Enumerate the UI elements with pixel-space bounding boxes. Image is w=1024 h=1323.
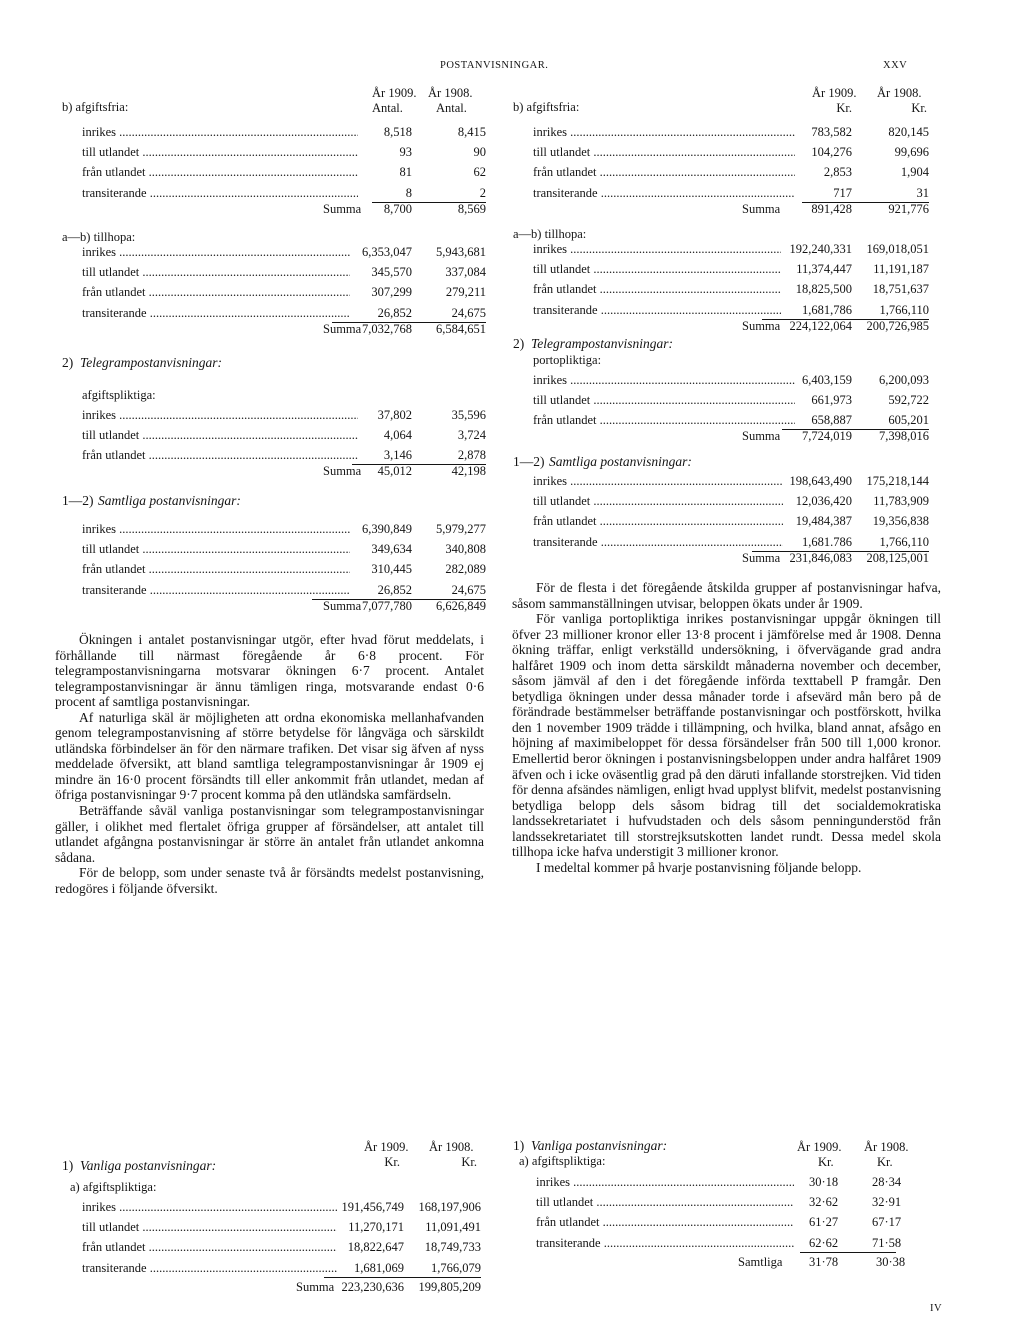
section-number: 2) — [513, 336, 525, 351]
value-1908: 1,766,110 — [879, 534, 929, 549]
sum-label: Summa — [323, 599, 362, 613]
paragraph: För vanliga portopliktiga inrikes postanvisningar uppgår ökningen till öfver 23 millioner kronor eller 13·8 procent i jämförelse med år 1908. Denna ökning träffar, enligt verkställd undersökning, i öfvervägande grad andra halfåret 1909 och inom detta särskildt månaderna november och december, såsom jämväl af den i det föregående införda texttabell P framgår. Den betydliga ökningen under dessa månader torde i afsevärd mån bero på de förändrade bestämmelser beträffande postanvisningar och postförskott, hvilka den 1 november 1909 trädde i tillämpning, och hvilka, bland annat, afsågo en höjning af maximibeloppet för dessa försändelser från 500 till 1,000 kronor. Emellertid beror ökningen i postanvisningsbeloppen under andra halfåret 1909 äfven och i icke oväsentlig grad på den däruti infallande storstrejken. Vid tiden för denna afsändes nämligen, enligt hvad upplyst blifvit, medelst postanvisning betydliga belopp dels såsom bidrag till det socialdemokratiska landssekretariatet i hufvudstaden och dels såsom penningunderstöd från landssekretariatet till storstrejksutskotten landet rundt. Dessa medel skola tillhopa icke hafva understigit 3 millioner kronor. — [512, 611, 941, 860]
column-header-year-1908: År 1908. — [864, 1140, 909, 1154]
sum-1908: 921,776 — [888, 202, 929, 216]
value-1908: 31 — [916, 185, 929, 200]
sum-1909: 223,230,636 — [341, 1280, 404, 1294]
value-1908: 28·34 — [872, 1175, 902, 1189]
column-unit-1908: Antal. — [436, 101, 467, 115]
row-label: inrikes ..... — [533, 374, 795, 387]
value-1908: 8,415 — [457, 125, 486, 139]
value-1909: 26,852 — [377, 305, 412, 320]
section-number: 1) — [513, 1138, 525, 1153]
value-1908: 35,596 — [451, 408, 486, 422]
row-label: inrikes ..... — [82, 246, 350, 259]
row-label: från utlandet ..... — [533, 166, 795, 179]
value-1908: 3,724 — [457, 428, 486, 443]
column-header-year-1908: År 1908. — [877, 86, 922, 100]
sum-1909: 891,428 — [811, 202, 852, 216]
sum-label: Summa — [742, 551, 781, 565]
value-1908: 11,783,909 — [873, 494, 929, 509]
subsection-heading: a) afgiftspliktiga: — [70, 1180, 157, 1194]
value-1909: 3,146 — [383, 448, 412, 463]
section-heading: Vanliga postanvisningar: — [531, 1138, 668, 1153]
row-label: till utlandet ..... — [533, 394, 795, 407]
section-number: 1—2) — [62, 493, 94, 508]
value-1909: 11,374,447 — [796, 262, 852, 277]
section-heading: a—b) tillhopa: — [513, 227, 587, 241]
value-1909: 310,445 — [371, 562, 412, 577]
value-1908: 175,218,144 — [866, 474, 929, 488]
right-body-text — [512, 580, 941, 875]
row-label: från utlandet ..... — [82, 286, 350, 299]
row-label: från utlandet ..... — [82, 563, 350, 576]
value-1908: 18,751,637 — [872, 282, 929, 297]
sum-label: Summa — [296, 1280, 335, 1294]
row-label: till utlandet ..... — [82, 266, 350, 279]
sum-1908: 6,584,651 — [436, 322, 486, 336]
column-unit-1909: Kr. — [836, 101, 852, 115]
row-label: till utlandet ..... — [533, 495, 783, 508]
value-1909: 4,064 — [383, 428, 412, 443]
value-1908: 11,191,187 — [873, 262, 929, 277]
column-header-year-1908: År 1908. — [428, 86, 473, 100]
sum-label: Summa — [742, 202, 781, 216]
value-1909: 18,825,500 — [795, 282, 852, 297]
value-1908: 62 — [473, 165, 486, 180]
row-label: transiterande ..... — [533, 536, 783, 549]
section-heading: Samtliga postanvisningar: — [98, 493, 241, 508]
section-heading: Samtliga postanvisningar: — [549, 454, 692, 469]
row-label: transiterande ..... — [82, 584, 350, 597]
value-1908: 18,749,733 — [424, 1240, 481, 1255]
value-1909: 6,353,047 — [362, 245, 412, 259]
row-label: transiterande ..... — [82, 307, 350, 320]
section-heading: Vanliga postanvisningar: — [80, 1158, 217, 1173]
sum-label: Summa — [323, 322, 362, 336]
row-label: till utlandet ..... — [82, 146, 358, 159]
row-label: från utlandet ..... — [82, 166, 358, 179]
value-1909: 658,887 — [811, 413, 852, 428]
sum-rule — [800, 1252, 896, 1253]
value-1908: 67·17 — [872, 1215, 902, 1230]
value-1909: 1,681,069 — [354, 1260, 404, 1275]
sum-1908: 6,626,849 — [436, 599, 486, 613]
row-label: inrikes ..... — [533, 475, 783, 488]
row-label: från utlandet ..... — [533, 414, 795, 427]
sum-1909: 45,012 — [377, 464, 412, 478]
row-label: till utlandet ..... — [82, 1221, 337, 1234]
row-label: till utlandet ..... — [82, 543, 350, 556]
sum-1909: 31·78 — [809, 1255, 839, 1269]
column-unit-1908: Kr. — [461, 1155, 477, 1169]
row-label: till utlandet ..... — [533, 146, 795, 159]
value-1909: 307,299 — [371, 285, 412, 300]
row-label: inrikes ..... — [82, 409, 358, 422]
column-unit-1908: Kr. — [877, 1155, 893, 1169]
row-label: från utlandet ..... — [533, 283, 781, 296]
value-1908: 169,018,051 — [866, 242, 929, 256]
subsection-heading: afgiftspliktiga: — [82, 388, 156, 402]
value-1909: 62·62 — [809, 1235, 839, 1250]
value-1909: 2,853 — [823, 165, 852, 180]
value-1909: 61·27 — [809, 1215, 839, 1230]
value-1908: 168,197,906 — [418, 1200, 481, 1214]
page-number: XXV — [883, 60, 908, 71]
value-1909: 6,403,159 — [802, 373, 852, 387]
value-1908: 2 — [479, 185, 486, 200]
column-unit-1908: Kr. — [911, 101, 927, 115]
row-label: transiterande ..... — [533, 304, 781, 317]
value-1908: 24,675 — [451, 305, 486, 320]
value-1908: 592,722 — [888, 393, 929, 408]
sum-label: Summa — [742, 429, 781, 443]
row-label: från utlandet ..... — [533, 515, 783, 528]
section-number: 1) — [62, 1158, 74, 1173]
value-1908: 5,943,681 — [436, 245, 486, 259]
value-1908: 820,145 — [888, 125, 929, 139]
value-1909: 1,681.786 — [802, 534, 852, 549]
footer-signature: IV — [930, 1303, 943, 1314]
sum-1908: 8,569 — [457, 202, 486, 216]
column-header-year-1909: År 1909. — [364, 1140, 409, 1154]
value-1909: 8,518 — [383, 125, 412, 139]
value-1909: 26,852 — [377, 582, 412, 597]
sum-1909: 8,700 — [383, 202, 412, 216]
section-number: 2) — [62, 355, 74, 370]
paragraph: För de flesta i det föregående åtskilda grupper af postanvisningar hafva, såsom sammanställningen utvisar, beloppen ökats under år 1909. — [512, 580, 941, 611]
column-header-year-1909: År 1909. — [812, 86, 857, 100]
paragraph: Af naturliga skäl är möjligheten att ordna ekonomiska mellanhafvanden genom telegrampostanvisning af större betydelse för långväga och särskildt utländska förbindelser än för den närmare trafiken. Det visar sig äfven af nyss meddelade öfversikt, att bland samtliga telegrampostanvisningar år 1909 ej mindre än 16·0 procent försändts till eller ankommit från utlandet, medan af öfriga postanvisningar 9·7 procent komma på den utländska samfärdseln. — [55, 709, 484, 803]
row-label: transiterande ..... — [82, 1262, 337, 1275]
row-label: till utlandet ..... — [82, 429, 358, 442]
value-1908: 279,211 — [445, 285, 486, 300]
paragraph: Beträffande såväl vanliga postanvisningar som telegrampostanvisningar gäller, i olikhet med flertalet öfriga grupper af försändelser, att antalet till utlandet afgångna postanvisningar är större än antalet från utlandet ankomna sådana. — [55, 803, 484, 865]
row-label: transiterande ..... — [536, 1237, 794, 1250]
row-label: transiterande ..... — [533, 187, 795, 200]
value-1908: 282,089 — [445, 562, 486, 577]
sum-1909: 7,032,768 — [362, 322, 412, 336]
row-label: inrikes ..... — [533, 243, 781, 256]
value-1909: 191,456,749 — [341, 1200, 404, 1214]
value-1908: 605,201 — [888, 413, 929, 428]
value-1908: 1,904 — [900, 165, 929, 180]
value-1909: 349,634 — [371, 542, 412, 557]
row-label: till utlandet ..... — [536, 1196, 794, 1209]
sum-1909: 231,846,083 — [789, 551, 852, 565]
section-heading: Telegrampostanvisningar: — [531, 336, 674, 351]
paragraph: I medeltal kommer på hvarje postanvisning följande belopp. — [536, 859, 862, 875]
row-label: inrikes ..... — [82, 126, 358, 139]
value-1908: 11,091,491 — [425, 1220, 481, 1235]
value-1908: 1,766,110 — [879, 302, 929, 317]
row-label: till utlandet ..... — [533, 263, 781, 276]
sum-1908: 30·38 — [876, 1255, 906, 1269]
section-heading: b) afgiftsfria: — [62, 100, 129, 114]
subsection-heading: a) afgiftspliktiga: — [519, 1154, 606, 1168]
sum-label: Summa — [323, 464, 362, 478]
section-heading: Telegrampostanvisningar: — [80, 355, 223, 370]
value-1908: 71·58 — [872, 1235, 902, 1250]
left-body-text — [55, 632, 484, 896]
value-1909: 783,582 — [811, 125, 852, 139]
value-1909: 345,570 — [371, 265, 412, 280]
row-label: inrikes ..... — [82, 523, 350, 536]
paragraph: Ökningen i antalet postanvisningar utgör, efter hvad förut meddelats, i förhållande till närmast föregående år 6·8 procent. För telegrampostanvisningarna motsvarar ökningen 6·7 procent. Antalet telegrampostanvisningar är ännu tämligen ringa, motsvarande endast 0·6 procent af samtliga postanvisningar. — [55, 632, 484, 710]
row-label: inrikes ..... — [536, 1176, 794, 1189]
value-1909: 717 — [833, 185, 852, 200]
sum-1908: 7,398,016 — [879, 429, 929, 443]
section-number: 1—2) — [513, 454, 545, 469]
value-1908: 32·91 — [872, 1195, 902, 1210]
value-1909: 11,270,171 — [348, 1220, 404, 1235]
row-label: från utlandet ..... — [536, 1216, 794, 1229]
value-1909: 37,802 — [377, 408, 412, 422]
value-1909: 1,681,786 — [802, 302, 852, 317]
sum-label: Samtliga — [738, 1255, 783, 1269]
value-1909: 81 — [399, 165, 412, 180]
column-unit-1909: Kr. — [818, 1155, 834, 1169]
row-label: inrikes ..... — [82, 1201, 337, 1214]
sum-label: Summa — [742, 319, 781, 333]
sum-rule — [324, 1277, 481, 1278]
paragraph: För de belopp, som under senaste två år försändts medelst postanvisning, redogöres i följande öfversikt. — [55, 865, 484, 896]
value-1908: 337,084 — [445, 265, 486, 280]
row-label: från utlandet ..... — [82, 449, 358, 462]
value-1908: 19,356,838 — [872, 514, 929, 529]
value-1908: 1,766,079 — [431, 1260, 481, 1275]
column-header-year-1909: År 1909. — [372, 86, 417, 100]
value-1908: 6,200,093 — [879, 373, 929, 387]
sum-1908: 42,198 — [451, 464, 486, 478]
value-1909: 30·18 — [809, 1175, 839, 1189]
value-1908: 340,808 — [445, 542, 486, 557]
value-1908: 24,675 — [451, 582, 486, 597]
sum-1908: 200,726,985 — [866, 319, 929, 333]
value-1908: 5,979,277 — [436, 522, 486, 536]
sum-1909: 7,077,780 — [362, 599, 412, 613]
value-1909: 19,484,387 — [795, 514, 852, 529]
section-heading: a—b) tillhopa: — [62, 230, 136, 244]
value-1909: 661,973 — [811, 393, 852, 408]
row-label: transiterande ..... — [82, 187, 358, 200]
subsection-heading: portopliktiga: — [533, 353, 602, 367]
sum-1909: 7,724,019 — [802, 429, 852, 443]
section-heading: b) afgiftsfria: — [513, 100, 580, 114]
value-1909: 6,390,849 — [362, 522, 412, 536]
value-1908: 99,696 — [894, 145, 929, 160]
sum-1908: 199,805,209 — [418, 1280, 481, 1294]
value-1908: 90 — [473, 145, 486, 160]
value-1909: 192,240,331 — [789, 242, 852, 256]
sum-label: Summa — [323, 202, 362, 216]
value-1909: 18,822,647 — [347, 1240, 404, 1255]
sum-1909: 224,122,064 — [789, 319, 852, 333]
column-unit-1909: Antal. — [372, 101, 403, 115]
value-1909: 93 — [399, 145, 412, 160]
running-head: POSTANVISNINGAR. — [440, 60, 549, 71]
sum-1908: 208,125,001 — [866, 551, 929, 565]
row-label: från utlandet ..... — [82, 1241, 337, 1254]
value-1909: 104,276 — [811, 145, 852, 160]
column-header-year-1909: År 1909. — [797, 1140, 842, 1154]
value-1908: 2,878 — [457, 448, 486, 463]
value-1909: 8 — [405, 185, 412, 200]
row-label: inrikes ..... — [533, 126, 795, 139]
value-1909: 32·62 — [809, 1195, 839, 1210]
value-1909: 12,036,420 — [795, 494, 852, 509]
value-1909: 198,643,490 — [789, 474, 852, 488]
column-header-year-1908: År 1908. — [429, 1140, 474, 1154]
column-unit-1909: Kr. — [384, 1155, 400, 1169]
